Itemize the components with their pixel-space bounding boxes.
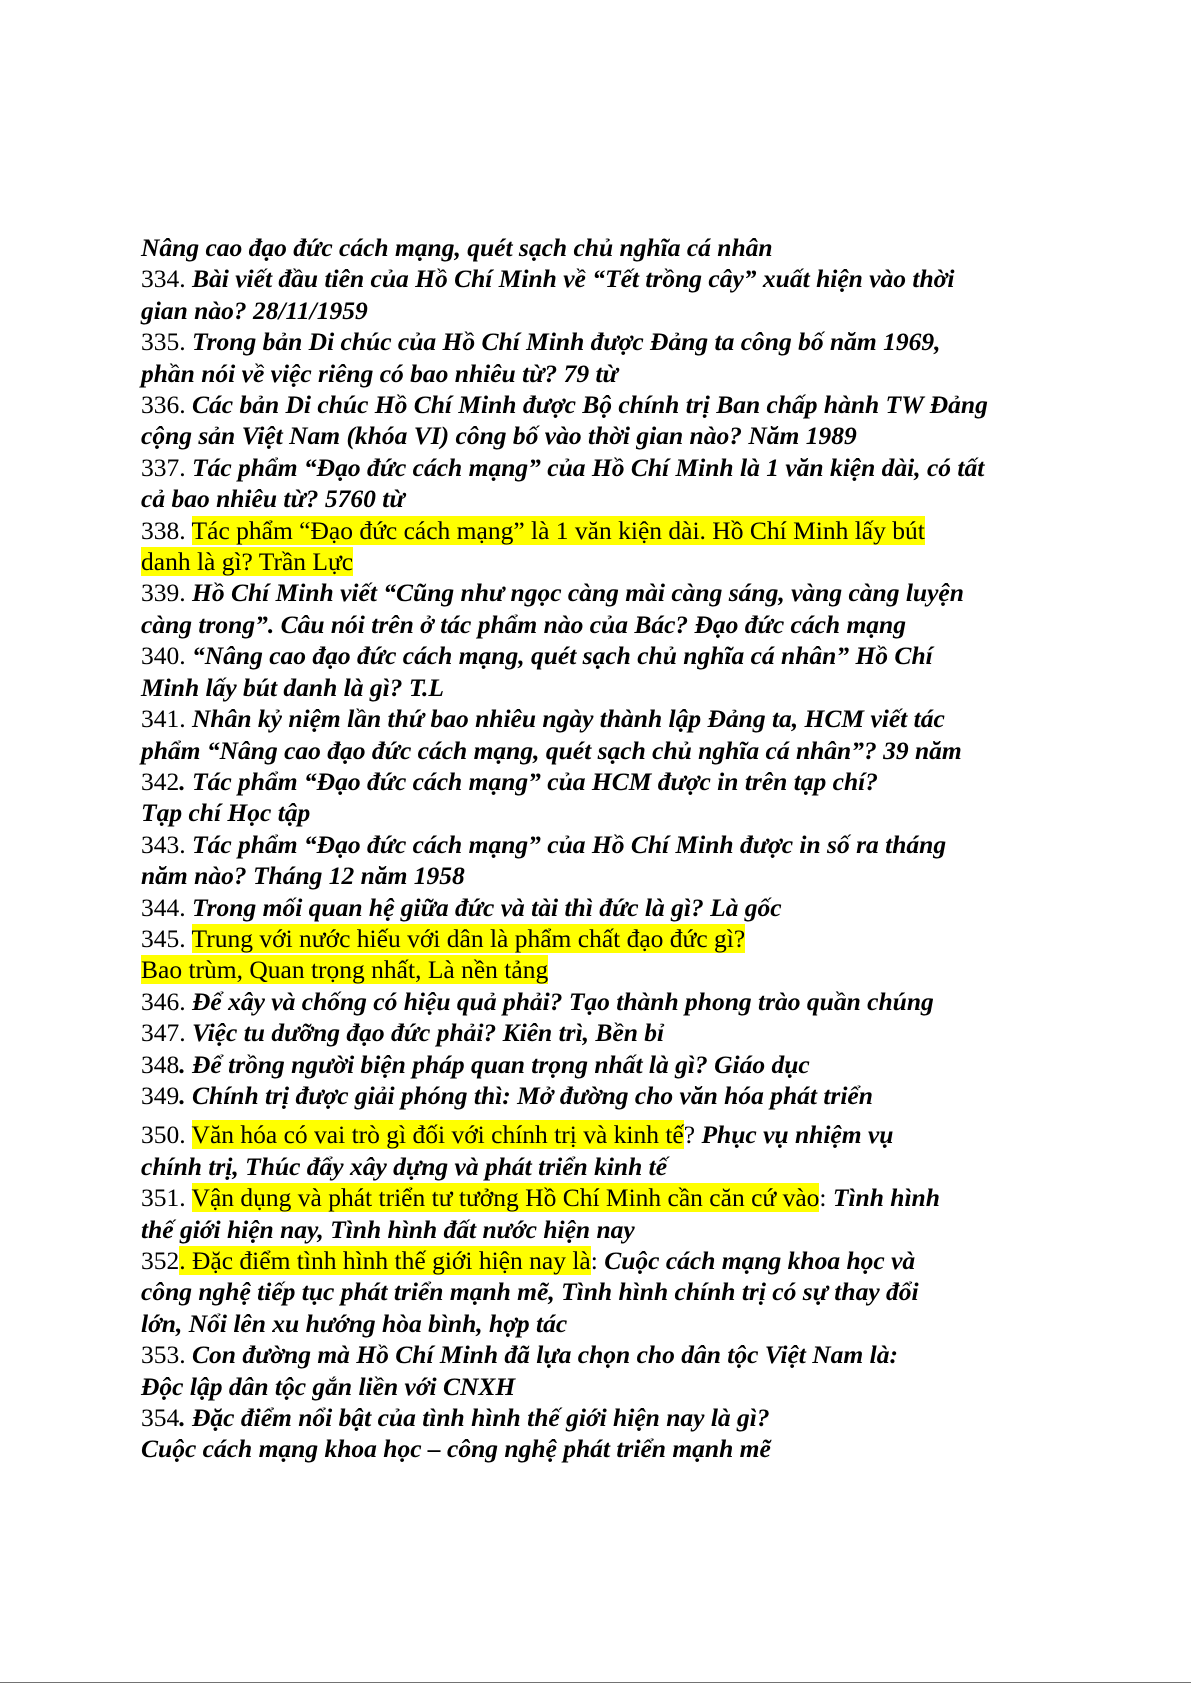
text-line <box>141 1433 1061 1464</box>
text-line <box>141 1182 1061 1213</box>
emphasized-text: . Đặc điểm nổi bật của tình hình thế giới hiện nay là gì? <box>179 1403 770 1433</box>
text-line <box>141 923 1061 954</box>
text-line <box>141 735 1061 766</box>
text-line <box>141 829 1061 860</box>
plain-text: 349 <box>141 1080 180 1110</box>
plain-text: 342 <box>141 766 180 796</box>
text-line <box>141 1402 1061 1433</box>
page-bottom-edge <box>0 1682 1191 1683</box>
emphasized-text: lớn, Nổi lên xu hướng hòa bình, hợp tác <box>141 1308 568 1338</box>
emphasized-text: công nghệ tiếp tục phát triển mạnh mẽ, Tình hình chính trị có sự thay đổi <box>141 1277 919 1307</box>
plain-text: 352 <box>141 1246 180 1275</box>
emphasized-text: cả bao nhiêu từ? 5760 từ <box>141 484 405 514</box>
plain-text: 348 <box>141 1049 180 1079</box>
emphasized-text: gian nào? 28/11/1959 <box>141 295 368 325</box>
highlighted-text: Văn hóa có vai trò gì đối với chính trị và kinh tế <box>191 1120 684 1150</box>
text-line <box>141 420 1061 451</box>
emphasized-text: phẩm “Nâng cao đạo đức cách mạng, quét sạch chủ nghĩa cá nhân”? 39 năm <box>141 735 962 765</box>
emphasized-text: “Nâng cao đạo đức cách mạng, quét sạch chủ nghĩa cá nhân” Hồ Chí <box>192 641 933 671</box>
text-line <box>141 672 1061 703</box>
emphasized-text: Con đường mà Hồ Chí Minh đã lựa chọn cho dân tộc Việt Nam là: <box>192 1340 898 1370</box>
document-body <box>141 232 1061 1465</box>
emphasized-text: Tạp chí Học tập <box>141 798 311 828</box>
emphasized-text: phần nói về việc riêng có bao nhiêu từ? 79 từ <box>141 358 618 388</box>
emphasized-text: càng trong”. Câu nói trên ở tác phẩm nào của Bác? Đạo đức cách mạng <box>141 609 906 639</box>
text-line <box>141 1017 1061 1048</box>
text-line <box>141 232 1061 263</box>
text-line <box>141 986 1061 1017</box>
plain-text: 345. <box>141 923 192 953</box>
emphasized-text: Bài viết đầu tiên của Hồ Chí Minh về “Tết trồng cây” xuất hiện vào thời <box>192 264 955 294</box>
plain-text: 336. <box>141 390 192 420</box>
highlighted-text: danh là gì? Trần Lực <box>141 547 354 577</box>
text-line <box>141 1276 1061 1307</box>
highlighted-text: Trung với nước hiếu với dân là phẩm chất đạo đức gì? <box>191 923 746 953</box>
text-line <box>141 954 1061 985</box>
plain-text: 339. <box>141 578 192 608</box>
text-line <box>141 640 1061 671</box>
text-line <box>141 1080 1061 1111</box>
text-line <box>141 295 1061 326</box>
text-line <box>141 546 1061 577</box>
text-line <box>141 263 1061 294</box>
emphasized-text: Các bản Di chúc Hồ Chí Minh được Bộ chính trị Ban chấp hành TW Đảng <box>192 390 988 420</box>
text-line <box>141 1151 1061 1182</box>
text-line <box>141 1049 1061 1080</box>
text-line <box>141 609 1061 640</box>
text-line <box>141 766 1061 797</box>
emphasized-text: . Tác phẩm “Đạo đức cách mạng” của HCM được in trên tạp chí? <box>179 766 878 796</box>
emphasized-text: cộng sản Việt Nam (khóa VI) công bố vào thời gian nào? Năm 1989 <box>141 421 857 451</box>
highlighted-text: Bao trùm, Quan trọng nhất, Là nền tảng <box>141 955 549 985</box>
plain-text: ? <box>683 1120 702 1150</box>
emphasized-text: Minh lấy bút danh là gì? T.L <box>141 672 445 702</box>
text-line <box>141 326 1061 357</box>
plain-text: 340. <box>141 641 192 671</box>
plain-text: 351. <box>141 1183 192 1213</box>
text-line <box>141 483 1061 514</box>
emphasized-text: Tình hình <box>832 1183 940 1213</box>
emphasized-text: Hồ Chí Minh viết “Cũng như ngọc càng mài càng sáng, vàng càng luyện <box>192 578 964 608</box>
emphasized-text: Nhân kỷ niệm lần thứ bao nhiêu ngày thành lập Đảng ta, HCM viết tác <box>192 704 945 734</box>
text-line <box>141 1119 1061 1150</box>
plain-text: 337. <box>141 452 192 482</box>
plain-text: 353. <box>141 1340 192 1370</box>
emphasized-text: Tác phẩm “Đạo đức cách mạng” của Hồ Chí Minh là 1 văn kiện dài, có tất <box>192 452 985 482</box>
emphasized-text: Tác phẩm “Đạo đức cách mạng” của Hồ Chí Minh được in số ra tháng <box>192 829 947 859</box>
text-line <box>141 452 1061 483</box>
emphasized-text: . Chính trị được giải phóng thì: Mở đường cho văn hóa phát triển <box>179 1080 873 1110</box>
emphasized-text: Cuộc cách mạng khoa học và <box>604 1246 916 1275</box>
plain-text: 343. <box>141 829 192 859</box>
text-line <box>141 1371 1061 1402</box>
emphasized-text: Trong bản Di chúc của Hồ Chí Minh được Đảng ta công bố năm 1969, <box>192 327 941 357</box>
plain-text: 338. <box>141 515 192 545</box>
emphasized-text: năm nào? Tháng 12 năm 1958 <box>141 861 465 891</box>
plain-text: 347. <box>141 1018 192 1048</box>
highlighted-text: . Đặc điểm tình hình thế giới hiện nay là <box>179 1246 591 1275</box>
plain-text: 335. <box>141 327 192 357</box>
text-line <box>141 577 1061 608</box>
plain-text: 344. <box>141 892 192 922</box>
text-line <box>141 1214 1061 1245</box>
plain-text: 350. <box>141 1120 192 1150</box>
emphasized-text: Để xây và chống có hiệu quả phải? Tạo thành phong trào quần chúng <box>192 986 934 1016</box>
plain-text: 346. <box>141 986 192 1016</box>
text-line <box>141 892 1061 923</box>
emphasized-text: Việc tu dưỡng đạo đức phải? Kiên trì, Bền bỉ <box>192 1018 665 1048</box>
text-line <box>141 1339 1061 1370</box>
text-line <box>141 389 1061 420</box>
plain-text: 341. <box>141 704 192 734</box>
plain-text: : <box>819 1183 833 1213</box>
emphasized-text: Trong mối quan hệ giữa đức và tài thì đức là gì? Là gốc <box>192 892 782 922</box>
highlighted-text: Tác phẩm “Đạo đức cách mạng” là 1 văn kiện dài. Hồ Chí Minh lấy bút <box>191 515 925 545</box>
plain-text: 354 <box>141 1403 180 1433</box>
text-line <box>141 797 1061 828</box>
emphasized-text: Độc lập dân tộc gắn liền với CNXH <box>141 1371 516 1401</box>
text-line <box>141 515 1061 546</box>
highlighted-text: Vận dụng và phát triển tư tưởng Hồ Chí Minh cần căn cứ vào <box>191 1183 820 1213</box>
text-line <box>141 1308 1061 1339</box>
emphasized-text: Phục vụ nhiệm vụ <box>701 1120 894 1150</box>
emphasized-text: Nâng cao đạo đức cách mạng, quét sạch chủ nghĩa cá nhân <box>141 233 773 262</box>
text-line <box>141 358 1061 389</box>
text-line <box>141 703 1061 734</box>
emphasized-text: thế giới hiện nay, Tình hình đất nước hiện nay <box>141 1214 635 1244</box>
text-line <box>141 860 1061 891</box>
text-line <box>141 1245 1061 1276</box>
plain-text: 334. <box>141 264 192 294</box>
emphasized-text: Cuộc cách mạng khoa học – công nghệ phát triển mạnh mẽ <box>141 1434 771 1464</box>
plain-text: : <box>590 1246 605 1275</box>
emphasized-text: . Để trồng người biện pháp quan trọng nhất là gì? Giáo dục <box>179 1049 810 1079</box>
emphasized-text: chính trị, Thúc đẩy xây dựng và phát triển kinh tế <box>141 1151 668 1181</box>
